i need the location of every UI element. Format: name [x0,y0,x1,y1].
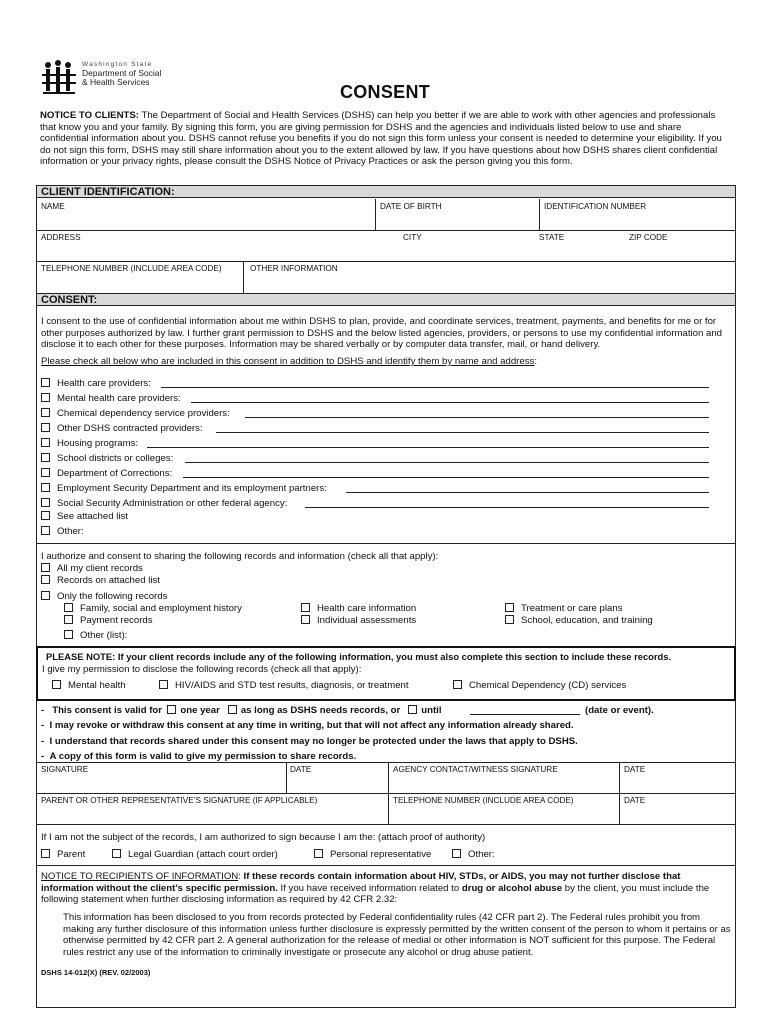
notice-to-clients [40,110,730,168]
record-label: Individual assessments [317,615,417,626]
checkbox[interactable] [159,680,168,689]
checkbox[interactable] [41,423,50,432]
consent-heading: CONSENT: [36,293,736,306]
record-treatment-plans[interactable] [505,603,623,614]
record-family-history[interactable] [64,603,242,614]
record-other-list[interactable] [64,630,127,641]
logo-line1: Department of Social [82,68,162,78]
checkbox[interactable] [301,603,310,612]
party-employment-security[interactable] [41,483,327,494]
city-label: CITY [403,233,422,242]
validity-understand-text: I understand that records shared under this consent may no longer be protected under the laws that apply to DSHS. [49,736,578,747]
checkbox[interactable] [41,591,50,600]
date3-label: DATE [624,796,646,805]
checkbox[interactable] [505,603,514,612]
note-label: HIV/AIDS and STD test results, diagnosis, or treatment [175,680,409,691]
checkbox[interactable] [41,438,50,447]
dob-label: DATE OF BIRTH [380,202,442,211]
checkbox[interactable] [41,498,50,507]
checkbox[interactable] [505,615,514,624]
party-chemical-dependency[interactable] [41,408,230,419]
authority-label: Parent [57,849,86,860]
agency-signature-field[interactable] [389,776,618,792]
date-or-event: (date or event). [585,705,654,716]
other-info-field[interactable] [244,275,735,292]
note-label: Mental health [68,680,126,691]
checkbox[interactable] [64,603,73,612]
client-identification-heading: CLIENT IDENTIFICATION: [36,185,736,198]
validity-understand [41,736,578,747]
authority-label: Other: [468,849,495,860]
name-field[interactable] [37,212,374,229]
party-see-attached[interactable] [41,511,128,522]
until-label: until [421,705,442,716]
consent-paragraph: I consent to the use of confidential information about me within DSHS to plan, provide, and coordinate services, treatment, payments, and benefits for me or for other purposes authorized by law. I further grant permission to DSHS and the below listed agencies, providers, or persons to use my confidential information and disclose it to each other for these purposes. Information may be shared verbally or by computer data transfer, mail, or hand delivery. [41,316,722,351]
one-year-label: one year [180,705,220,716]
validity-copy [41,751,356,762]
record-label: Payment records [80,615,153,626]
checkbox[interactable] [41,468,50,477]
checkbox[interactable] [314,849,323,858]
dash: - [41,751,45,762]
record-label: Treatment or care plans [521,603,623,614]
validity-revoke-text: I may revoke or withdraw this consent at any time in writing, but that will not affect any information already shared. [49,720,574,731]
party-other[interactable] [41,526,84,537]
date2-field[interactable] [620,776,735,792]
record-health-care[interactable] [301,603,416,614]
other-info-label: OTHER INFORMATION [250,264,338,273]
records-all[interactable] [41,563,143,574]
checkbox[interactable] [41,453,50,462]
notice-lead: NOTICE TO CLIENTS: [40,110,139,121]
authority-label: Personal representative [330,849,432,860]
dob-field[interactable] [376,212,538,229]
logo-line2: & Health Services [82,77,150,87]
dash: - [41,736,45,747]
checkbox[interactable] [41,483,50,492]
authority-text: If I am not the subject of the records, I am authorized to sign because I am the: (attach proof of authority) [41,832,486,843]
sig-phone-label: TELEPHONE NUMBER (INCLUDE AREA CODE) [393,796,574,805]
party-schools[interactable] [41,453,173,464]
address-field[interactable] [37,244,735,260]
party-label: Other DSHS contracted providers: [57,423,203,434]
checkbox[interactable] [64,630,73,639]
recipients-rest1: If you have received information related to [277,882,462,894]
please-note-text: PLEASE NOTE: If your client records include any of the following information, you must also complete this section to include these records. [46,651,672,662]
consent-instruction-colon: : [534,356,537,367]
checkbox[interactable] [41,408,50,417]
authority-other[interactable] [452,849,495,860]
notice-body: The Department of Social and Health Services (DSHS) can help you better if we are able to work with other agencies and professionals that know you and your family. By signing this form, you are giving permission for DSHS and the agencies and individuals listed below to use and share confidential information about you. DSHS cannot refuse you benefits if you do not sign this form unless your consent is needed to determine your eligibility. If you do not sign this form, DSHS may still share information about you to the extent allowed by law. If you have questions about how DSHS shares client confidential information or your privacy rights, please consult the DSHS Notice of Privacy Practices or ask the person giving you this form. [40,110,722,168]
record-school[interactable] [505,615,653,626]
recipients-statement: This information has been disclosed to you from records protected by Federal confidentiality rules (42 CFR part 2). The Federal rules prohibit you from making any further disclosure of this information unless further disclosure is expressly permitted by the written consent of the person to whom it pertains or as otherwise permitted by 42 CFR part 2. A general authorization for the release of medial or other information is NOT sufficient for this purpose. The Federal rules restrict any use of the information to criminally investigate or prosecute any alcohol or drug abuse patient. [63,912,731,958]
records-attached[interactable] [41,575,160,586]
checkbox-until[interactable] [408,705,417,714]
address-label: ADDRESS [41,233,81,242]
note-chemical-dependency[interactable] [453,680,626,691]
checkbox[interactable] [41,563,50,572]
party-housing[interactable] [41,438,138,449]
record-assessments[interactable] [301,615,416,626]
checkbox[interactable] [41,526,50,535]
recipients-lead: NOTICE TO RECIPIENTS OF INFORMATION [41,871,239,882]
validity-revoke [41,720,574,731]
id-number-field[interactable] [540,212,735,229]
authority-label: Legal Guardian (attach court order) [128,849,278,860]
please-note-give: I give my permission to disclose the following records (check all that apply): [42,664,362,675]
party-label: Housing programs: [57,438,139,449]
authority-guardian[interactable] [112,849,278,860]
recipients-colon: : [238,871,241,882]
party-label: Mental health care providers: [57,393,181,404]
party-label: Chemical dependency service providers: [57,408,230,419]
party-corrections[interactable] [41,468,172,479]
state-label: STATE [539,233,565,242]
consent-instruction [41,356,731,368]
party-label: Employment Security Department and its employment partners: [57,483,327,494]
checkbox[interactable] [64,615,73,624]
authority-personal-rep[interactable] [314,849,431,860]
party-ssa[interactable] [41,498,287,509]
record-label: Family, social and employment history [80,603,242,614]
party-label: School districts or colleges: [57,453,174,464]
signature-label: SIGNATURE [41,765,89,774]
record-payment[interactable] [64,615,153,626]
zip-label: ZIP CODE [629,233,668,242]
records-intro: I authorize and consent to sharing the following records and information (check all that apply): [41,551,439,562]
party-other-dshs[interactable] [41,423,203,434]
party-label: Other: [57,526,84,537]
as-long-as-label: as long as DSHS needs records, or [240,705,401,716]
party-label: Department of Corrections: [57,468,173,479]
form-title: CONSENT [339,82,431,102]
validity-copy-text: A copy of this form is valid to give my permission to share records. [49,751,357,762]
parent-signature-field[interactable] [37,807,387,823]
sig-phone-field[interactable] [389,807,618,823]
parent-signature-label: PARENT OR OTHER REPRESENTATIVE’S SIGNATURE (IF APPLICABLE) [41,796,318,805]
record-label: Other (list): [80,630,128,641]
party-label: Health care providers: [57,378,151,389]
logo-state: Washington State [82,61,153,68]
records-only-label: Only the following records [57,591,168,602]
consent-instruction-text: Please check all below who are included in this consent in addition to DSHS and identify them by name and address [41,356,535,367]
party-mental-health[interactable] [41,393,181,404]
authority-parent[interactable] [41,849,85,860]
date2-label: DATE [624,765,646,774]
checkbox[interactable] [41,393,50,402]
note-label: Chemical Dependency (CD) services [469,680,627,691]
date-field[interactable] [287,776,387,792]
validity-line [41,705,442,716]
checkbox[interactable] [41,575,50,584]
records-only[interactable] [41,591,167,602]
form-number: DSHS 14-012(X) (REV. 02/2003) [41,968,151,977]
checkbox[interactable] [452,849,461,858]
party-label: See attached list [57,511,128,522]
date3-field[interactable] [620,807,735,823]
dash: - [41,705,45,716]
phone-label: TELEPHONE NUMBER (INCLUDE AREA CODE) [41,264,222,273]
note-hiv-std[interactable] [159,680,409,691]
checkbox[interactable] [41,849,50,858]
signature-field[interactable] [37,776,285,792]
checkbox-as-long-as[interactable] [228,705,237,714]
checkbox[interactable] [301,615,310,624]
checkbox[interactable] [41,511,50,520]
note-mental-health[interactable] [52,680,126,691]
checkbox[interactable] [41,378,50,387]
dash: - [41,720,45,731]
checkbox[interactable] [453,680,462,689]
valid-for-label: This consent is valid for [52,705,163,716]
recipients-rest2: by the client, you must include the following statement when further disclosing information as required by 42 CFR 2.32: [41,882,710,906]
phone-field[interactable] [37,275,242,292]
party-health-care[interactable] [41,378,151,389]
checkbox[interactable] [52,680,61,689]
recipients-bold1: If these records contain information about HIV, STDs, or AIDS, you may not further disclose that information without the client’s specific permission. [41,871,681,894]
recipients-bold2: drug or alcohol abuse [461,882,563,894]
records-attached-label: Records on attached list [57,575,160,586]
agency-signature-label: AGENCY CONTACT/WITNESS SIGNATURE [393,765,558,774]
checkbox[interactable] [112,849,121,858]
name-label: NAME [41,202,65,211]
date-label: DATE [290,765,312,774]
recipients-notice [41,871,731,906]
id-number-label: IDENTIFICATION NUMBER [544,202,647,211]
record-label: Health care information [317,603,417,614]
records-all-label: All my client records [57,563,143,574]
party-label: Social Security Administration or other federal agency: [57,498,288,509]
record-label: School, education, and training [521,615,653,626]
checkbox-one-year[interactable] [167,705,176,714]
